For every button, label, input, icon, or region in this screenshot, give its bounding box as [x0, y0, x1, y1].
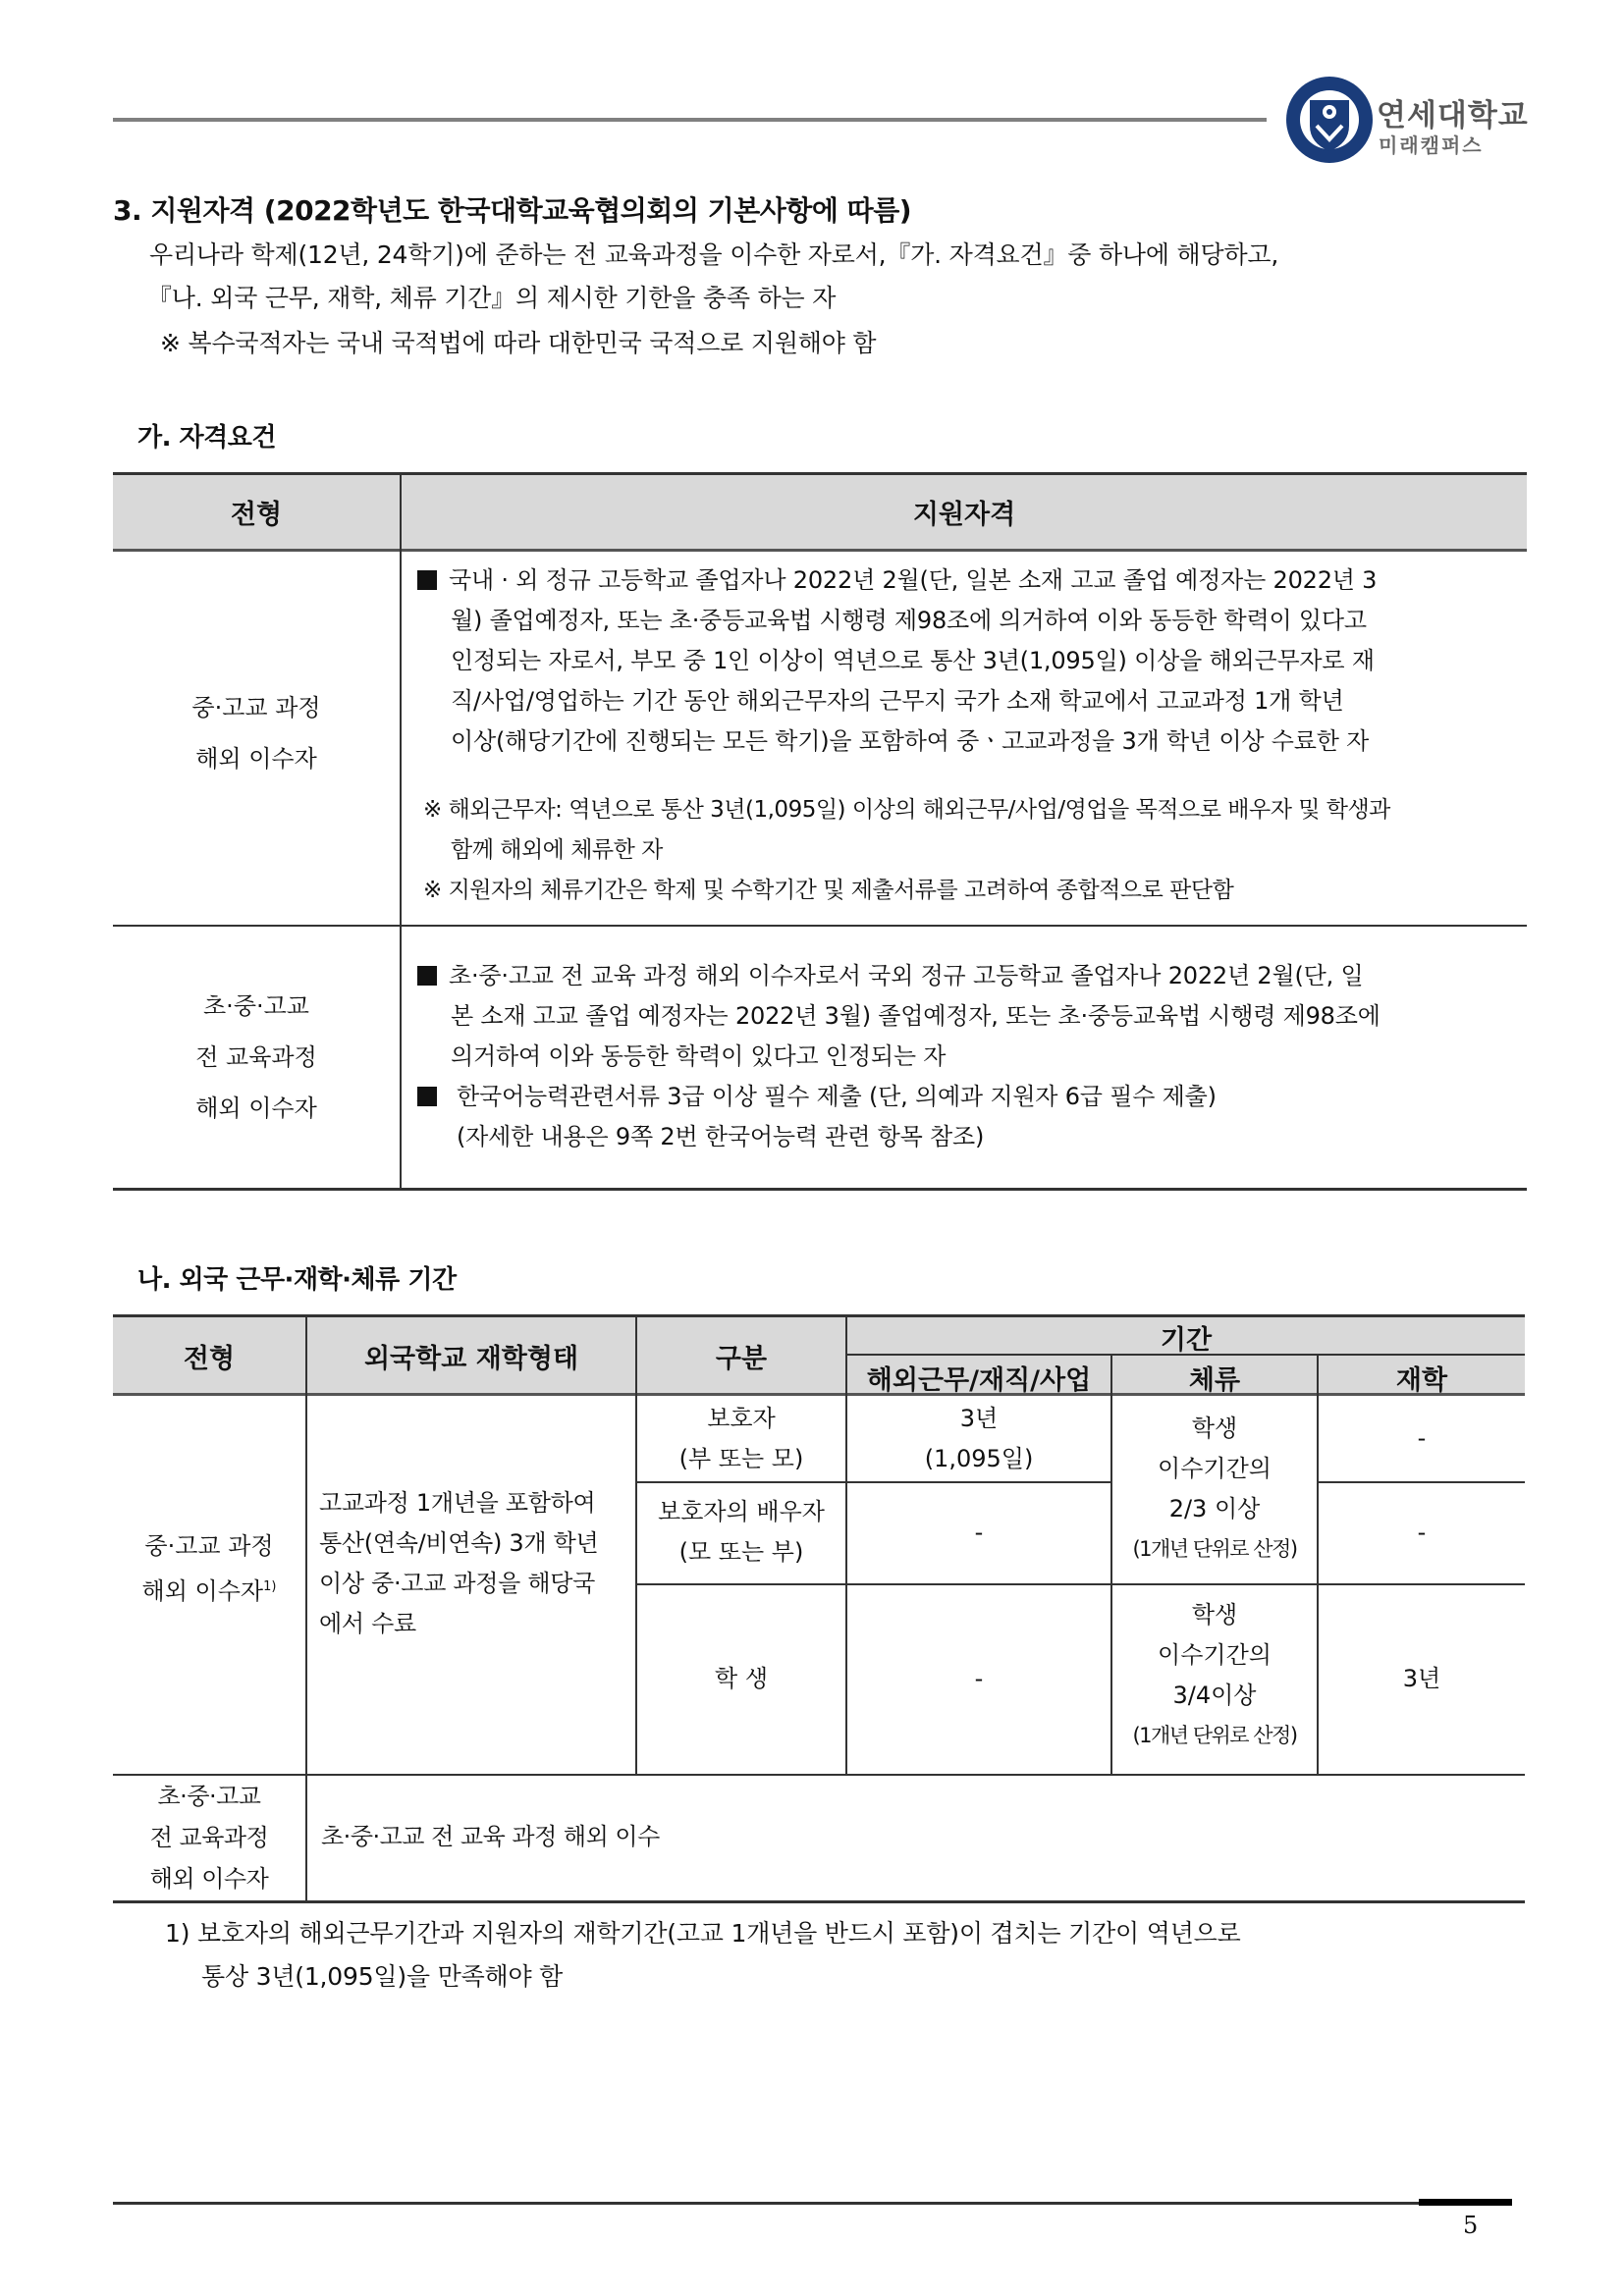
section-note: ※ 복수국적자는 국내 국적법에 따라 대한민국 국적으로 지원해야 함: [160, 329, 877, 357]
square-bullet-icon: [417, 1087, 437, 1106]
row2-desc: 초·중·고교 전 교육 과정 해외 이수: [321, 1823, 660, 1850]
row1-type: [113, 682, 400, 784]
header-period: 기간: [1160, 1325, 1213, 1356]
qualification-table: [113, 472, 1527, 1191]
header-rule: [113, 118, 1267, 122]
student-stay: 학생 이수기간의 3/4이상 (1개년 단위로 산정): [1132, 1601, 1297, 1747]
footnote-marker: 1): [263, 1579, 277, 1594]
student-category: 학 생: [715, 1665, 768, 1692]
header-type: 전형: [183, 1344, 236, 1374]
type-line: 해외 이수자: [195, 1095, 317, 1122]
type-line: 전 교육과정: [195, 1043, 317, 1071]
spouse-work: -: [974, 1519, 984, 1546]
spouse-category: 보호자의 배우자 (모 또는 부): [658, 1498, 825, 1566]
subsection-title-b: 나. 외국 근무·재학·체류 기간: [137, 1265, 457, 1295]
section-line: 우리나라 학제(12년, 24학기)에 준하는 전 교육과정을 이수한 자로서,『가. 자격요건』중 하나에 해당하고,: [149, 240, 1279, 269]
section-title: 3. 지원자격 (2022학년도 한국대학교육협의회의 기본사항에 따름): [113, 194, 912, 227]
row1-bullet: 국내 · 외 정규 고등학교 졸업자나 2022년 2월(단, 일본 소재 고교 졸업 예정자는 2022년 3 월) 졸업예정자, 또는 초·중등교육법 시행령 제98조에 의거하여 이와 동등한 학력이 있다고 인정되는 자로서, 부모 중 1인 이상이 역년으로 통산 3년(1,095일) 이상을 해외근무자로 재 직/사업/영업하는 기간 동안 해외근무자의 근무지 국가 소재 학교에서 고교과정 1개 학년 이상(해당기간에 진행되는 모든 학기)을 포함하여 중ㆍ고교과정을 3개 학년 이상 수료한 자: [417, 561, 1377, 762]
section-line: 『나. 외국 근무, 재학, 체류 기간』의 제시한 기한을 충족 하는 자: [147, 284, 837, 312]
guardian-category: 보호자 (부 또는 모): [678, 1405, 804, 1472]
row1-type: [113, 1526, 305, 1612]
header-qualification: 지원자격: [912, 500, 1016, 530]
type-line: 해외 이수자: [141, 1577, 264, 1605]
header-type: 전형: [230, 500, 283, 530]
campus-name: 미래캠퍼스: [1379, 133, 1484, 157]
yonsei-seal-icon: [1284, 75, 1375, 165]
student-study: 3년: [1402, 1665, 1441, 1692]
footer-rule: [113, 2202, 1419, 2205]
header-category: 구분: [715, 1344, 768, 1374]
header-stay: 체류: [1188, 1365, 1241, 1396]
guardian-work: 3년 (1,095일): [924, 1405, 1034, 1472]
footer-accent: [1419, 2199, 1512, 2206]
row2-type: [113, 981, 400, 1134]
row1-notes: ※ 해외근무자: 역년으로 통산 3년(1,095일) 이상의 해외근무/사업/영업을 목적으로 배우자 및 학생과 함께 해외에 체류한 자 ※ 지원자의 체류기간은 학제 및 수학기간 및 제출서류를 고려하여 종합적으로 판단함: [423, 797, 1390, 903]
header-study: 재학: [1395, 1365, 1448, 1396]
university-name: 연세대학교: [1377, 98, 1529, 133]
subsection-title-a: 가. 자격요건: [137, 423, 277, 453]
parent-stay: 학생 이수기간의 2/3 이상 (1개년 단위로 산정): [1132, 1415, 1297, 1561]
footnote-line: 통상 3년(1,095일)을 만족해야 함: [201, 1962, 564, 1991]
square-bullet-icon: [417, 570, 437, 590]
type-line: 초·중·고교: [203, 992, 309, 1020]
period-table: [113, 1314, 1525, 1903]
page-number: 5: [1463, 2212, 1479, 2239]
row2-bullets: 초·중·고교 전 교육 과정 해외 이수자로서 국외 정규 고등학교 졸업자나 2022년 2월(단, 일 본 소재 고교 졸업 예정자는 2022년 3월) 졸업예정자, 또는 초·중등교육법 시행령 제98조에 의거하여 이와 동등한 학력이 있다고 인정되는 자 한국어능력관련서류 3급 이상 필수 제출 (단, 의예과 지원자 6급 필수 제출) (자세한 내용은 9쪽 2번 한국어능력 관련 항목 참조): [417, 956, 1380, 1157]
header-work: 해외근무/재직/사업: [866, 1365, 1092, 1396]
type-line: 중·고교 과정: [191, 694, 321, 721]
guardian-study: -: [1417, 1424, 1427, 1452]
square-bullet-icon: [417, 966, 437, 986]
spouse-study: -: [1417, 1519, 1427, 1546]
student-work: -: [974, 1665, 984, 1692]
footnote-line: 1) 보호자의 해외근무기간과 지원자의 재학기간(고교 1개년을 반드시 포함)이 겹치는 기간이 역년으로: [165, 1919, 1241, 1948]
type-line: 중·고교 과정: [144, 1532, 274, 1560]
row1-school-form: 고교과정 1개년을 포함하여 통산(연속/비연속) 3개 학년 이상 중·고교 과정을 해당국 에서 수료: [319, 1489, 599, 1637]
header-school-form: 외국학교 재학형태: [363, 1344, 579, 1374]
type-line: 해외 이수자: [195, 745, 317, 773]
row2-type: 초·중·고교 전 교육과정 해외 이수자: [149, 1783, 269, 1893]
